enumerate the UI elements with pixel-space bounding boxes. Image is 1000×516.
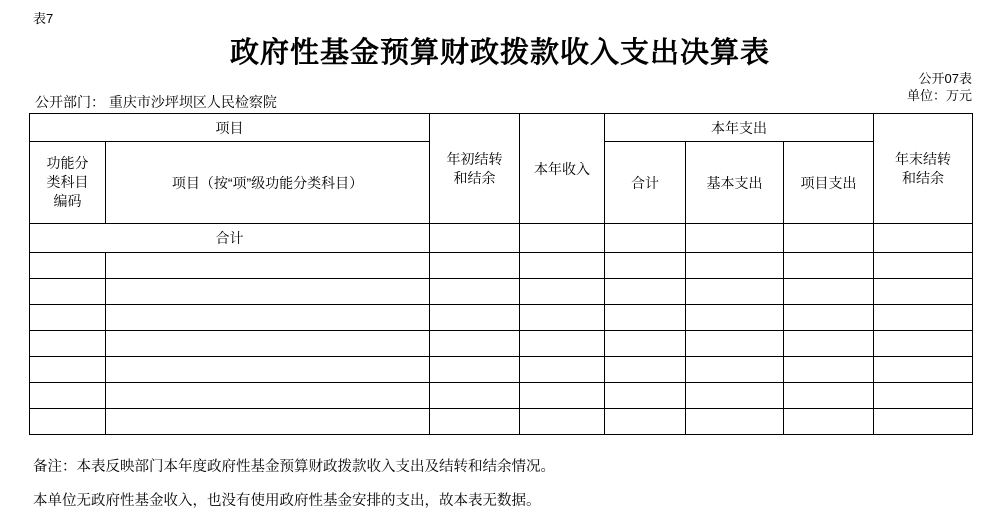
table-group-header-row xyxy=(30,114,973,142)
total-row-end-balance xyxy=(874,224,973,253)
cell-exp-basic xyxy=(686,383,784,409)
cell-code xyxy=(30,279,106,305)
cell-end-balance xyxy=(874,253,973,279)
cell-begin-balance xyxy=(430,383,520,409)
total-row-exp-project xyxy=(784,224,874,253)
cell-exp-total xyxy=(605,279,686,305)
cell-code xyxy=(30,331,106,357)
cell-name xyxy=(106,331,430,357)
cell-income xyxy=(520,331,605,357)
cell-income xyxy=(520,253,605,279)
cell-exp-total xyxy=(605,305,686,331)
cell-end-balance xyxy=(874,331,973,357)
cell-begin-balance xyxy=(430,331,520,357)
cell-exp-total xyxy=(605,383,686,409)
cell-exp-basic xyxy=(686,357,784,383)
cell-code xyxy=(30,357,106,383)
table-row xyxy=(30,357,973,383)
column-header-begin-balance xyxy=(430,114,520,224)
cell-income xyxy=(520,305,605,331)
column-header-income: 本年收入 xyxy=(520,114,605,224)
total-row-exp-basic xyxy=(686,224,784,253)
column-header-code-line2: 类科目 xyxy=(46,174,89,190)
cell-exp-project xyxy=(784,383,874,409)
column-header-code-line3: 编码 xyxy=(53,193,82,209)
cell-income xyxy=(520,383,605,409)
total-row-label: 合计 xyxy=(30,224,430,253)
column-header-name: 项目（按“项”级功能分类科目） xyxy=(106,142,430,224)
cell-begin-balance xyxy=(430,279,520,305)
footnote-no-data: 本单位无政府性基金收入，也没有使用政府性基金安排的支出，故本表无数据。 xyxy=(33,493,541,509)
group-header-expenditure: 本年支出 xyxy=(605,114,874,142)
cell-name xyxy=(106,357,430,383)
table-row xyxy=(30,383,973,409)
group-header-project: 项目 xyxy=(30,114,430,142)
cell-exp-basic xyxy=(686,279,784,305)
cell-begin-balance xyxy=(430,357,520,383)
cell-exp-total xyxy=(605,331,686,357)
cell-exp-basic xyxy=(686,253,784,279)
column-header-end-balance-line1: 年末结转 xyxy=(895,150,951,167)
column-header-code xyxy=(30,142,106,224)
column-header-end-balance xyxy=(874,114,973,224)
column-header-begin-balance-line2: 和结余 xyxy=(453,169,496,186)
cell-exp-project xyxy=(784,305,874,331)
cell-exp-project xyxy=(784,279,874,305)
cell-end-balance xyxy=(874,357,973,383)
column-header-begin-balance-line1: 年初结转 xyxy=(446,150,503,167)
table-row xyxy=(30,305,973,331)
cell-name xyxy=(106,409,430,435)
column-header-exp-basic: 基本支出 xyxy=(686,142,784,224)
footnote-remark: 备注：本表反映部门本年度政府性基金预算财政拨款收入支出及结转和结余情况。 xyxy=(33,459,555,475)
public-code: 公开07表 xyxy=(918,71,972,86)
cell-code xyxy=(30,305,106,331)
column-header-exp-project: 项目支出 xyxy=(784,142,874,224)
cell-exp-basic xyxy=(686,305,784,331)
department-line: 公开部门： 重庆市沙坪坝区人民检察院 xyxy=(35,94,277,110)
cell-exp-basic xyxy=(686,331,784,357)
cell-income xyxy=(520,357,605,383)
cell-end-balance xyxy=(874,279,973,305)
cell-exp-total xyxy=(605,357,686,383)
cell-end-balance xyxy=(874,383,973,409)
table-row xyxy=(30,253,973,279)
cell-exp-project xyxy=(784,409,874,435)
form-number: 表7 xyxy=(33,11,54,26)
cell-code xyxy=(30,253,106,279)
cell-begin-balance xyxy=(430,409,520,435)
document-meta xyxy=(907,70,972,104)
page-title: 政府性基金预算财政拨款收入支出决算表 xyxy=(229,35,770,69)
cell-income xyxy=(520,409,605,435)
cell-exp-total xyxy=(605,253,686,279)
cell-exp-project xyxy=(784,253,874,279)
cell-name xyxy=(106,279,430,305)
budget-table xyxy=(29,113,973,435)
cell-exp-project xyxy=(784,357,874,383)
cell-name xyxy=(106,383,430,409)
table-row xyxy=(30,331,973,357)
cell-name xyxy=(106,253,430,279)
total-row-exp-total xyxy=(605,224,686,253)
cell-exp-total xyxy=(605,409,686,435)
table-row-total xyxy=(30,224,973,253)
cell-end-balance xyxy=(874,305,973,331)
table-row xyxy=(30,409,973,435)
total-row-begin-balance xyxy=(430,224,520,253)
cell-exp-basic xyxy=(686,409,784,435)
column-header-code-line1: 功能分 xyxy=(46,155,89,171)
unit-note: 单位：万元 xyxy=(906,88,972,103)
cell-exp-project xyxy=(784,331,874,357)
cell-name xyxy=(106,305,430,331)
column-header-exp-total: 合计 xyxy=(605,142,686,224)
cell-income xyxy=(520,279,605,305)
cell-code xyxy=(30,409,106,435)
cell-end-balance xyxy=(874,409,973,435)
total-row-income xyxy=(520,224,605,253)
cell-begin-balance xyxy=(430,253,520,279)
cell-begin-balance xyxy=(430,305,520,331)
cell-code xyxy=(30,383,106,409)
column-header-end-balance-line2: 和结余 xyxy=(902,169,944,186)
table-row xyxy=(30,279,973,305)
